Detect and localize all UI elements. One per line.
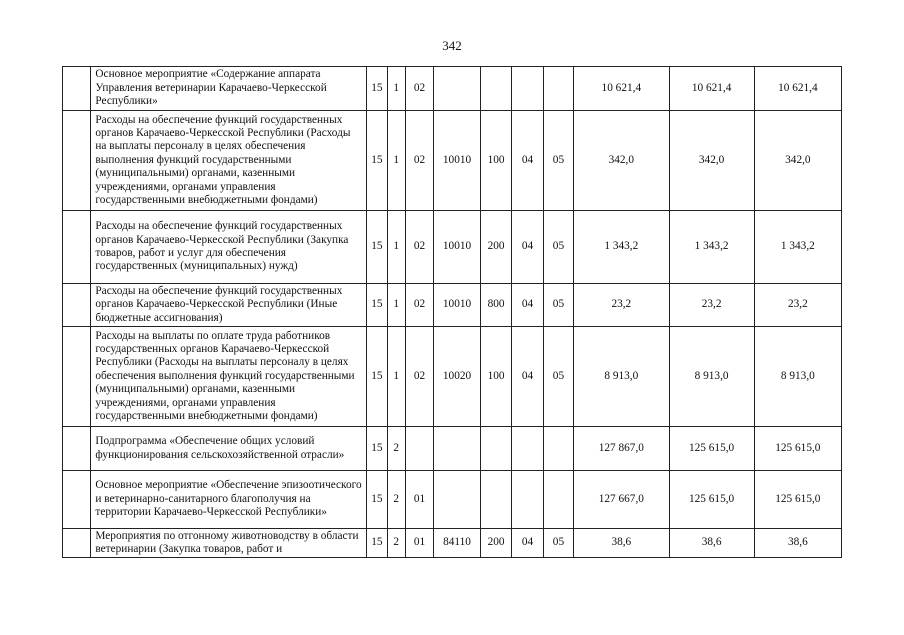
expense-type-cell bbox=[480, 67, 511, 111]
item-name-cell: Расходы на выплаты по оплате труда работников государственных органов Карачаево-Черкесской Республики (Расходы на выплаты персоналу в целях обеспечения выполнения функций государственными (муниципальными) органами, казенными учреждениями, органами управления государственными внебюджетными фондами) bbox=[91, 327, 367, 427]
section-cell: 04 bbox=[512, 111, 543, 211]
amount-3-cell: 1 343,2 bbox=[754, 211, 841, 284]
event-cell bbox=[405, 427, 433, 471]
event-cell: 01 bbox=[405, 529, 433, 558]
table-row bbox=[63, 211, 842, 284]
amount-3-cell: 125 615,0 bbox=[754, 427, 841, 471]
item-name-cell: Мероприятия по отгонному животноводству в области ветеринарии (Закупка товаров, работ и bbox=[91, 529, 367, 558]
row-number-cell bbox=[63, 67, 91, 111]
event-cell: 02 bbox=[405, 211, 433, 284]
subprogram-cell: 1 bbox=[387, 67, 405, 111]
amount-1-cell: 1 343,2 bbox=[574, 211, 669, 284]
amount-1-cell: 10 621,4 bbox=[574, 67, 669, 111]
subprogram-cell: 1 bbox=[387, 327, 405, 427]
program-cell: 15 bbox=[367, 427, 387, 471]
subprogram-cell: 1 bbox=[387, 111, 405, 211]
subsection-cell: 05 bbox=[543, 211, 573, 284]
program-cell: 15 bbox=[367, 327, 387, 427]
amount-3-cell: 125 615,0 bbox=[754, 471, 841, 529]
expense-type-cell: 200 bbox=[480, 211, 511, 284]
program-cell: 15 bbox=[367, 111, 387, 211]
amount-3-cell: 342,0 bbox=[754, 111, 841, 211]
amount-1-cell: 342,0 bbox=[574, 111, 669, 211]
amount-2-cell: 8 913,0 bbox=[669, 327, 754, 427]
table-row bbox=[63, 427, 842, 471]
amount-1-cell: 127 667,0 bbox=[574, 471, 669, 529]
amount-1-cell: 23,2 bbox=[574, 284, 669, 327]
table-row bbox=[63, 529, 842, 558]
table-row bbox=[63, 284, 842, 327]
table-row bbox=[63, 67, 842, 111]
subprogram-cell: 1 bbox=[387, 284, 405, 327]
expense-type-cell bbox=[480, 471, 511, 529]
row-number-cell bbox=[63, 529, 91, 558]
direction-cell bbox=[434, 67, 481, 111]
subsection-cell: 05 bbox=[543, 284, 573, 327]
program-cell: 15 bbox=[367, 284, 387, 327]
subprogram-cell: 2 bbox=[387, 427, 405, 471]
amount-3-cell: 38,6 bbox=[754, 529, 841, 558]
item-name-cell: Основное мероприятие «Содержание аппарата Управления ветеринарии Карачаево-Черкесской Республики» bbox=[91, 67, 367, 111]
event-cell: 02 bbox=[405, 111, 433, 211]
amount-2-cell: 125 615,0 bbox=[669, 471, 754, 529]
program-cell: 15 bbox=[367, 471, 387, 529]
amount-1-cell: 8 913,0 bbox=[574, 327, 669, 427]
item-name-cell: Расходы на обеспечение функций государственных органов Карачаево-Черкесской Республики (Расходы на выплаты персоналу в целях обеспечения выполнения функций государственными (муниципальными) органами, казенными учреждениями, органами управления государственными внебюджетными фондами) bbox=[91, 111, 367, 211]
expense-type-cell: 800 bbox=[480, 284, 511, 327]
item-name-cell: Расходы на обеспечение функций государственных органов Карачаево-Черкесской Республики (Иные бюджетные ассигнования) bbox=[91, 284, 367, 327]
subprogram-cell: 2 bbox=[387, 471, 405, 529]
amount-2-cell: 38,6 bbox=[669, 529, 754, 558]
program-cell: 15 bbox=[367, 529, 387, 558]
item-name-cell: Подпрограмма «Обеспечение общих условий функционирования сельскохозяйственной отрасли» bbox=[91, 427, 367, 471]
row-number-cell bbox=[63, 111, 91, 211]
amount-2-cell: 1 343,2 bbox=[669, 211, 754, 284]
row-number-cell bbox=[63, 471, 91, 529]
direction-cell: 84110 bbox=[434, 529, 481, 558]
amount-3-cell: 23,2 bbox=[754, 284, 841, 327]
program-cell: 15 bbox=[367, 211, 387, 284]
row-number-cell bbox=[63, 211, 91, 284]
section-cell: 04 bbox=[512, 211, 543, 284]
amount-2-cell: 23,2 bbox=[669, 284, 754, 327]
expense-type-cell bbox=[480, 427, 511, 471]
event-cell: 02 bbox=[405, 327, 433, 427]
subsection-cell: 05 bbox=[543, 327, 573, 427]
page-number: 342 bbox=[442, 38, 462, 53]
subsection-cell bbox=[543, 471, 573, 529]
direction-cell: 10010 bbox=[434, 284, 481, 327]
expense-type-cell: 100 bbox=[480, 111, 511, 211]
amount-2-cell: 10 621,4 bbox=[669, 67, 754, 111]
budget-table bbox=[62, 66, 842, 558]
amount-1-cell: 127 867,0 bbox=[574, 427, 669, 471]
subsection-cell: 05 bbox=[543, 529, 573, 558]
subsection-cell bbox=[543, 427, 573, 471]
amount-2-cell: 342,0 bbox=[669, 111, 754, 211]
amount-3-cell: 8 913,0 bbox=[754, 327, 841, 427]
section-cell bbox=[512, 67, 543, 111]
section-cell: 04 bbox=[512, 327, 543, 427]
subprogram-cell: 2 bbox=[387, 529, 405, 558]
section-cell bbox=[512, 427, 543, 471]
amount-1-cell: 38,6 bbox=[574, 529, 669, 558]
direction-cell bbox=[434, 471, 481, 529]
item-name-cell: Основное мероприятие «Обеспечение эпизоотического и ветеринарно-санитарного благополучия на территории Карачаево-Черкесской Республики» bbox=[91, 471, 367, 529]
section-cell: 04 bbox=[512, 284, 543, 327]
expense-type-cell: 100 bbox=[480, 327, 511, 427]
row-number-cell bbox=[63, 327, 91, 427]
section-cell bbox=[512, 471, 543, 529]
event-cell: 02 bbox=[405, 67, 433, 111]
subsection-cell: 05 bbox=[543, 111, 573, 211]
item-name-cell: Расходы на обеспечение функций государственных органов Карачаево-Черкесской Республики (Закупка товаров, работ и услуг для обеспечения государственных (муниципальных) нужд) bbox=[91, 211, 367, 284]
amount-3-cell: 10 621,4 bbox=[754, 67, 841, 111]
subsection-cell bbox=[543, 67, 573, 111]
row-number-cell bbox=[63, 427, 91, 471]
event-cell: 01 bbox=[405, 471, 433, 529]
row-number-cell bbox=[63, 284, 91, 327]
table-row bbox=[63, 471, 842, 529]
event-cell: 02 bbox=[405, 284, 433, 327]
program-cell: 15 bbox=[367, 67, 387, 111]
expense-type-cell: 200 bbox=[480, 529, 511, 558]
section-cell: 04 bbox=[512, 529, 543, 558]
subprogram-cell: 1 bbox=[387, 211, 405, 284]
amount-2-cell: 125 615,0 bbox=[669, 427, 754, 471]
direction-cell: 10010 bbox=[434, 111, 481, 211]
direction-cell bbox=[434, 427, 481, 471]
direction-cell: 10020 bbox=[434, 327, 481, 427]
table-row bbox=[63, 111, 842, 211]
direction-cell: 10010 bbox=[434, 211, 481, 284]
table-row bbox=[63, 327, 842, 427]
